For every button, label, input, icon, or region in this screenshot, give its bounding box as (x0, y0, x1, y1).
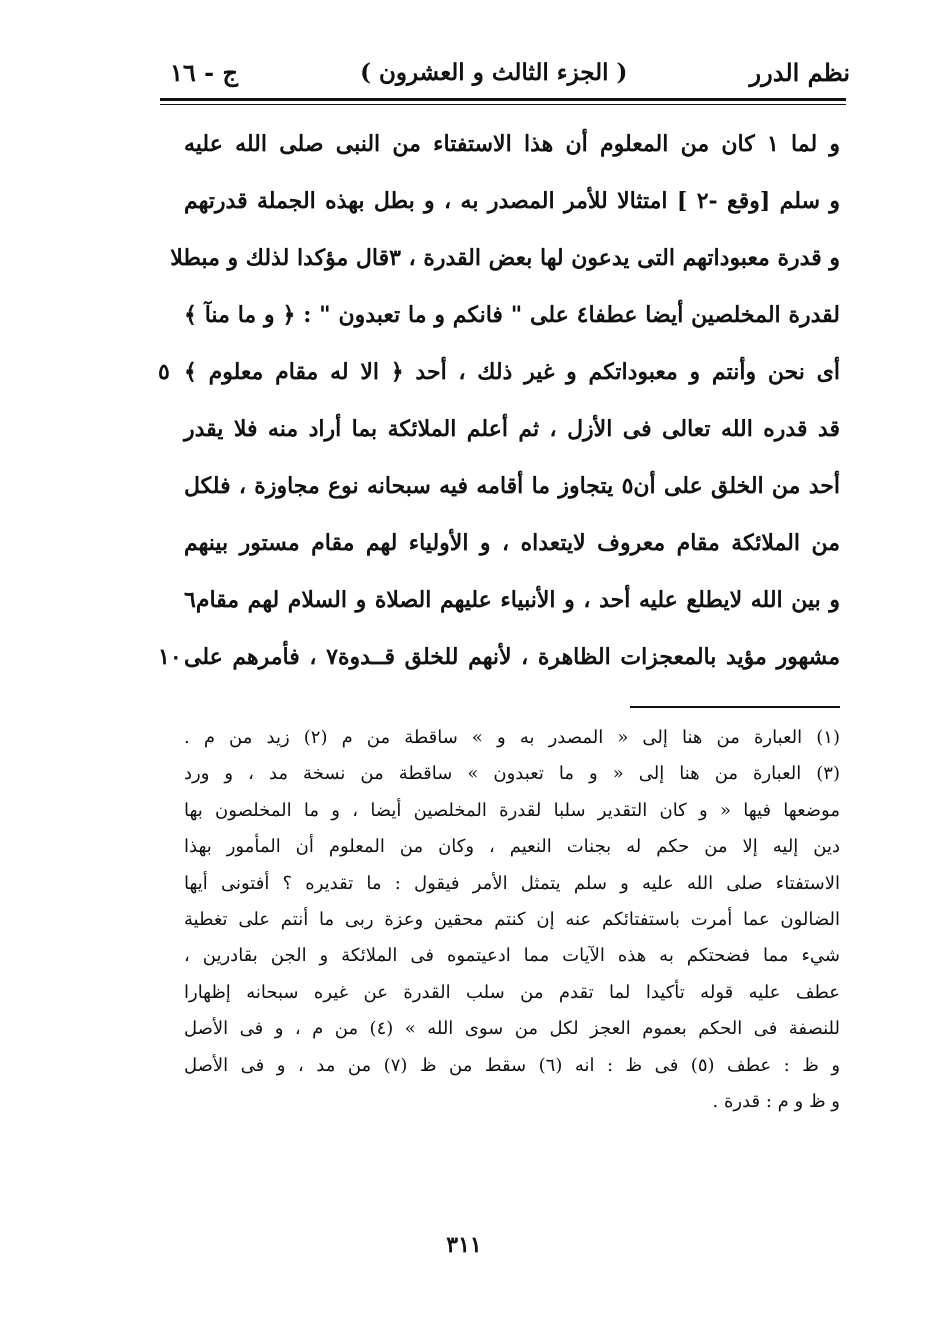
page-number: ٣١١ (446, 1232, 482, 1258)
footnotes (184, 720, 840, 1120)
main-line: أحد من الخلق على أن٥ يتجاوز ما أقامه فيه سبحانه نوع مجاوزة ، فلكل (184, 473, 841, 499)
volume-label: ج - ١٦ (170, 57, 238, 87)
footnote-line: الاستفتاء صلى الله عليه و سلم يتمثل الأمر فيقول : ما تقديره ؟ أفتونى أيها (184, 872, 840, 894)
main-line: أى نحن وأنتم و معبوداتكم و غير ذلك ، أحد ﴿ الا له مقام معلوم ﴾ (184, 359, 840, 385)
footnote-line: (٣) العبارة من هنا إلى « و ما تعبدون » ساقطة من نسخة مد ، و ورد (184, 763, 840, 785)
book-title: نظم الدرر (749, 57, 850, 87)
footnote-rule (630, 706, 840, 708)
footnote-line: دين إليه إلا من حكم له بجنات النعيم ، وكان من المعلوم أن المأمور بهذا (184, 836, 840, 858)
footnote-line: (١) العبارة من هنا إلى « المصدر به و » ساقطة من م (٢) زيد من م . (184, 727, 840, 748)
line-number-5: ٥ (158, 359, 170, 385)
main-line: و سلم [وقع -٢ ] امتثالا للأمر المصدر به ، و بطل بهذه الجملة قدرتهم (184, 188, 841, 214)
main-line: و قدرة معبوداتهم التى يدعون لها بعض القدرة ، ٣قال مؤكدا لذلك و مبطلا (170, 245, 840, 271)
footnote-line: عطف عليه قوله تأكيدا لما تقدم من سلب القدرة عن غيره سبحانه إظهارا (184, 981, 840, 1003)
part-title: ( الجزء الثالث و العشرون ) (360, 58, 628, 86)
main-line-wrapper (158, 629, 840, 686)
main-line: و بين الله لايطلع عليه أحد ، و الأنبياء عليهم الصلاة و السلام لهم مقام٦ (184, 587, 840, 613)
footnote-line: و ظ و م : قدرة . (712, 1090, 840, 1112)
main-line: و لما ١ كان من المعلوم أن هذا الاستفتاء من النبى صلى الله عليه (184, 131, 841, 157)
header-rule (160, 98, 846, 101)
header-rule-thin (160, 104, 846, 105)
main-line: من الملائكة مقام معروف لايتعداه ، و الأولياء لهم مقام مستور بينهم (184, 530, 840, 556)
main-text (158, 116, 841, 686)
main-line: لقدرة المخلصين أيضا عطفا٤ على " فانكم و ما تعبدون " : ﴿ و ما منآ ﴾ (184, 302, 841, 328)
main-line: مشهور مؤيد بالمعجزات الظاهرة ، لأنهم للخلق قــدوة٧ ، فأمرهم على (184, 644, 840, 670)
footnote-line: للنصفة فى الحكم بعموم العجز لكل من سوى الله » (٤) من م ، و فى الأصل (184, 1018, 840, 1040)
footnote-line: موضعها فيها « و كان التقدير سلبا لقدرة المخلصين أيضا ، و ما المخلصون بها (184, 799, 840, 821)
running-header (170, 52, 850, 92)
main-line-wrapper (158, 344, 840, 401)
footnote-line: الضالون عما أمرت باستفتائكم عنه إن كنتم محقين وعزة ربى ما أنتم على تغطية (184, 908, 840, 930)
line-number-10: ١٠ (158, 644, 182, 670)
footnote-line: و ظ : عطف (٥) فى ظ : انه (٦) سقط من ظ (٧) من مد ، و فى الأصل (184, 1054, 841, 1076)
footnote-line: شيء مما فضحتكم به هذه الآيات مما ادعيتموه فى الملائكة و الجن بقادرين ، (184, 945, 840, 967)
main-line: قد قدره الله تعالى فى الأزل ، ثم أعلم الملائكة بما أراد منه فلا يقدر (184, 416, 840, 442)
